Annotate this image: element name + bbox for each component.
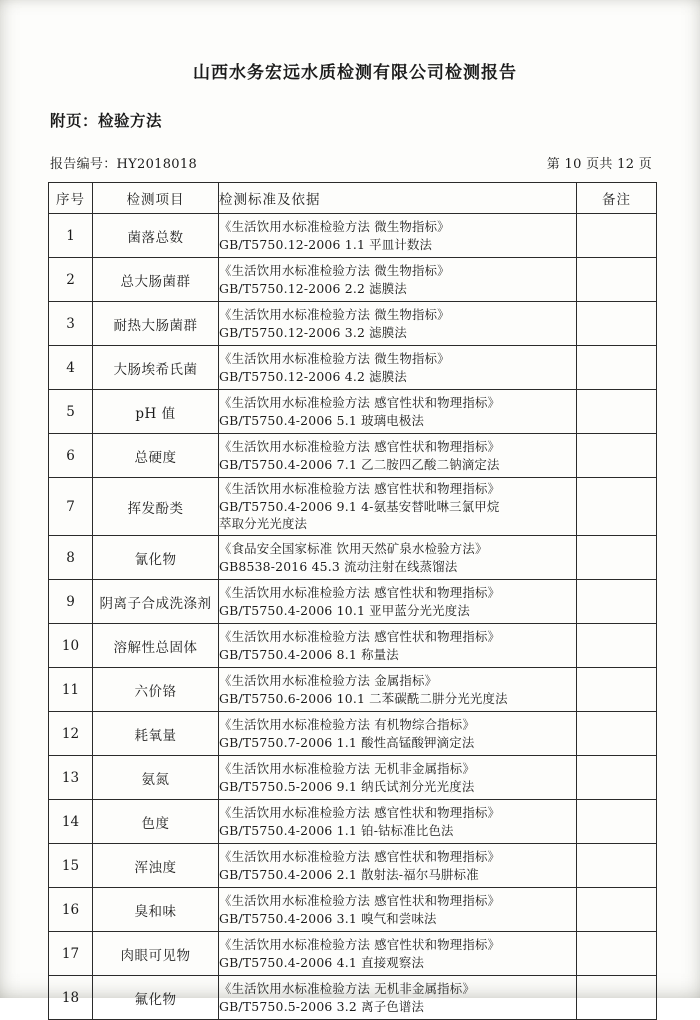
standard-line: 《生活饮用水标准检验方法 感官性状和物理指标》 (219, 804, 501, 820)
standard-line: GB/T5750.4-2006 9.1 4-氨基安替吡啉三氯甲烷 (219, 498, 500, 514)
document-content (42, 58, 658, 1020)
standard-line: 《生活饮用水标准检验方法 有机物综合指标》 (219, 716, 475, 732)
column-header-item: 检测项目 (93, 183, 219, 214)
document-subtitle: 附页：检验方法 (50, 111, 163, 130)
cell-standard (219, 624, 577, 668)
page-title: 山西水务宏远水质检测有限公司检测报告 (193, 63, 517, 83)
cell-test-item: 阴离子合成洗涤剂 (93, 580, 219, 624)
cell-standard (219, 888, 577, 932)
standard-line: 《生活饮用水标准检验方法 感官性状和物理指标》 (219, 848, 501, 864)
cell-no: 10 (49, 624, 93, 668)
cell-no: 5 (49, 390, 93, 434)
cell-note (577, 346, 657, 390)
cell-test-item: 挥发酚类 (93, 478, 219, 536)
standard-line: 《生活饮用水标准检验方法 感官性状和物理指标》 (219, 628, 501, 644)
page-number: 第 10 页共 12 页 (546, 157, 652, 172)
cell-standard (219, 536, 577, 580)
table-row (49, 756, 657, 800)
standard-line: 《食品安全国家标准 饮用天然矿泉水检验方法》 (219, 540, 488, 556)
cell-standard (219, 668, 577, 712)
cell-no: 2 (49, 258, 93, 302)
cell-note (577, 258, 657, 302)
cell-note (577, 800, 657, 844)
cell-note (577, 214, 657, 258)
table-row (49, 434, 657, 478)
cell-standard (219, 390, 577, 434)
table-row (49, 302, 657, 346)
table-row (49, 624, 657, 668)
standard-line: GB/T5750.4-2006 1.1 铂-钴标准比色法 (219, 822, 454, 838)
cell-no: 13 (49, 756, 93, 800)
cell-note (577, 434, 657, 478)
table-row (49, 800, 657, 844)
table-header-row (49, 183, 657, 214)
standard-line: GB/T5750.7-2006 1.1 酸性高锰酸钾滴定法 (219, 734, 475, 750)
standard-line: 《生活饮用水标准检验方法 无机非金属指标》 (219, 980, 475, 996)
cell-no: 18 (49, 976, 93, 1020)
cell-standard (219, 800, 577, 844)
table-row (49, 390, 657, 434)
cell-no: 8 (49, 536, 93, 580)
cell-note (577, 932, 657, 976)
column-header-note: 备注 (577, 183, 657, 214)
cell-test-item: 氟化物 (93, 976, 219, 1020)
cell-no: 12 (49, 712, 93, 756)
cell-no: 11 (49, 668, 93, 712)
cell-test-item: 耗氧量 (93, 712, 219, 756)
cell-no: 9 (49, 580, 93, 624)
cell-standard (219, 346, 577, 390)
table-row (49, 580, 657, 624)
cell-test-item: pH 值 (93, 390, 219, 434)
standard-line: GB/T5750.4-2006 2.1 散射法-福尔马肼标准 (219, 866, 479, 882)
test-methods-table (48, 182, 657, 1020)
cell-no: 1 (49, 214, 93, 258)
cell-standard (219, 580, 577, 624)
cell-test-item: 总硬度 (93, 434, 219, 478)
standard-line: GB/T5750.12-2006 1.1 平皿计数法 (219, 236, 433, 252)
standard-line: GB/T5750.12-2006 2.2 滤膜法 (219, 280, 407, 296)
document-meta (50, 153, 652, 172)
standard-line: GB/T5750.6-2006 10.1 二苯碳酰二肼分光光度法 (219, 690, 508, 706)
standard-line: 《生活饮用水标准检验方法 感官性状和物理指标》 (219, 438, 501, 454)
table-row (49, 844, 657, 888)
table-row (49, 478, 657, 536)
column-header-no: 序号 (49, 183, 93, 214)
report-number: 报告编号：HY2018018 (50, 157, 198, 172)
cell-standard (219, 712, 577, 756)
standard-line: GB/T5750.5-2006 3.2 离子色谱法 (219, 998, 425, 1014)
cell-test-item: 臭和味 (93, 888, 219, 932)
cell-standard (219, 756, 577, 800)
cell-test-item: 色度 (93, 800, 219, 844)
cell-test-item: 氨氮 (93, 756, 219, 800)
standard-line: 《生活饮用水标准检验方法 微生物指标》 (219, 218, 450, 234)
cell-note (577, 624, 657, 668)
cell-test-item: 菌落总数 (93, 214, 219, 258)
standard-line: GB8538-2016 45.3 流动注射在线蒸馏法 (219, 558, 458, 574)
standard-line: 《生活饮用水标准检验方法 感官性状和物理指标》 (219, 584, 501, 600)
cell-no: 16 (49, 888, 93, 932)
table-row (49, 668, 657, 712)
cell-no: 6 (49, 434, 93, 478)
table-row (49, 888, 657, 932)
standard-line: 《生活饮用水标准检验方法 感官性状和物理指标》 (219, 480, 501, 496)
cell-note (577, 390, 657, 434)
cell-test-item: 肉眼可见物 (93, 932, 219, 976)
standard-line: GB/T5750.4-2006 4.1 直接观察法 (219, 954, 425, 970)
cell-note (577, 668, 657, 712)
standard-line: 萃取分光光度法 (219, 516, 308, 532)
table-row (49, 932, 657, 976)
standard-line: 《生活饮用水标准检验方法 感官性状和物理指标》 (219, 892, 501, 908)
cell-no: 15 (49, 844, 93, 888)
cell-standard (219, 932, 577, 976)
cell-no: 7 (49, 478, 93, 536)
cell-test-item: 总大肠菌群 (93, 258, 219, 302)
cell-standard (219, 478, 577, 536)
standard-line: 《生活饮用水标准检验方法 无机非金属指标》 (219, 760, 475, 776)
cell-test-item: 耐热大肠菌群 (93, 302, 219, 346)
cell-note (577, 756, 657, 800)
standard-line: GB/T5750.4-2006 3.1 嗅气和尝味法 (219, 910, 437, 926)
table-row (49, 712, 657, 756)
cell-standard (219, 844, 577, 888)
cell-standard (219, 258, 577, 302)
cell-note (577, 712, 657, 756)
cell-standard (219, 302, 577, 346)
cell-note (577, 478, 657, 536)
cell-no: 3 (49, 302, 93, 346)
column-header-standard: 检测标准及依据 (219, 183, 577, 214)
standard-line: GB/T5750.4-2006 5.1 玻璃电极法 (219, 412, 425, 428)
standard-line: 《生活饮用水标准检验方法 微生物指标》 (219, 306, 450, 322)
standard-line: GB/T5750.4-2006 10.1 亚甲蓝分光光度法 (219, 602, 470, 618)
standard-line: GB/T5750.4-2006 8.1 称量法 (219, 646, 399, 662)
cell-note (577, 844, 657, 888)
cell-test-item: 溶解性总固体 (93, 624, 219, 668)
cell-no: 17 (49, 932, 93, 976)
cell-test-item: 浑浊度 (93, 844, 219, 888)
cell-no: 4 (49, 346, 93, 390)
table-row (49, 214, 657, 258)
standard-line: GB/T5750.12-2006 4.2 滤膜法 (219, 368, 407, 384)
cell-test-item: 氰化物 (93, 536, 219, 580)
table-row (49, 346, 657, 390)
cell-test-item: 大肠埃希氏菌 (93, 346, 219, 390)
cell-test-item: 六价铬 (93, 668, 219, 712)
cell-note (577, 302, 657, 346)
cell-note (577, 580, 657, 624)
standard-line: GB/T5750.4-2006 7.1 乙二胺四乙酸二钠滴定法 (219, 456, 500, 472)
standard-line: 《生活饮用水标准检验方法 感官性状和物理指标》 (219, 936, 501, 952)
table-row (49, 536, 657, 580)
cell-standard (219, 214, 577, 258)
cell-no: 14 (49, 800, 93, 844)
standard-line: 《生活饮用水标准检验方法 感官性状和物理指标》 (219, 394, 501, 410)
cell-note (577, 536, 657, 580)
standard-line: 《生活饮用水标准检验方法 微生物指标》 (219, 350, 450, 366)
table-row (49, 258, 657, 302)
cell-note (577, 888, 657, 932)
standard-line: GB/T5750.12-2006 3.2 滤膜法 (219, 324, 407, 340)
standard-line: 《生活饮用水标准检验方法 微生物指标》 (219, 262, 450, 278)
standard-line: 《生活饮用水标准检验方法 金属指标》 (219, 672, 438, 688)
standard-line: GB/T5750.5-2006 9.1 纳氏试剂分光光度法 (219, 778, 475, 794)
cell-standard (219, 434, 577, 478)
